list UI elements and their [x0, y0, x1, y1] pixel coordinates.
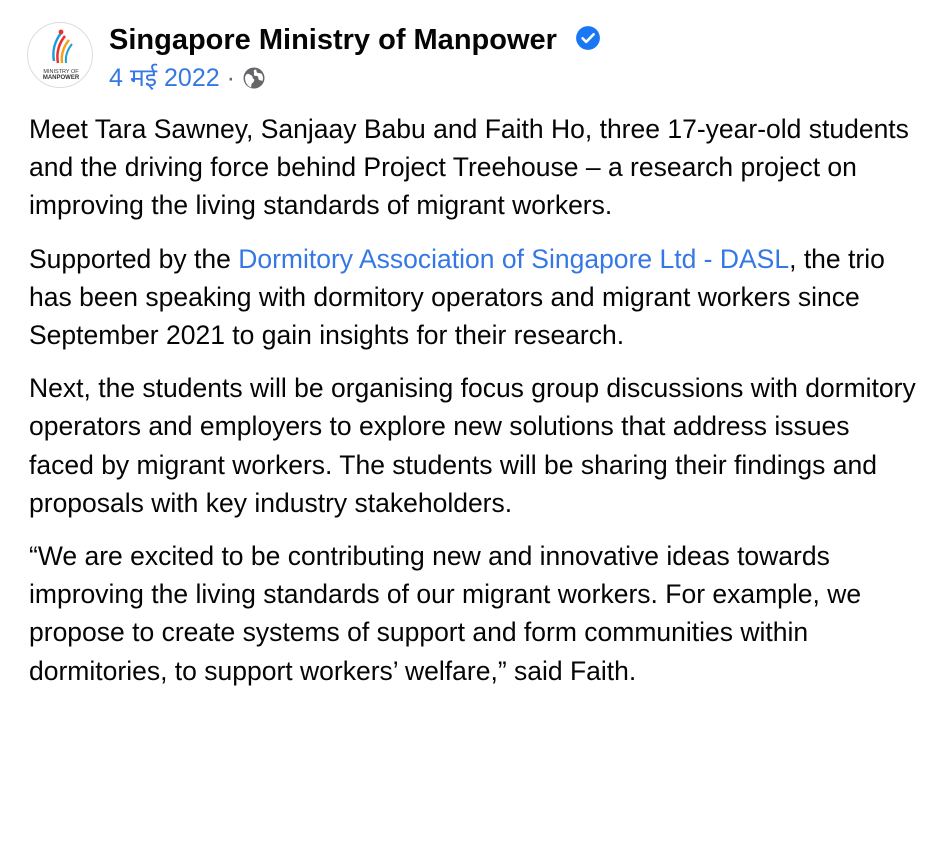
verified-badge-icon: [575, 25, 601, 51]
meta-separator: ·: [226, 64, 235, 92]
logo-text-line2: MANPOWER: [42, 75, 80, 81]
post-date-link[interactable]: 4 मई 2022: [109, 64, 220, 92]
post-paragraph-4: “We are excited to be contributing new and innovative ideas towards improving the living standards of our migrant workers. For example, we propose to create systems of support and form communities within dormitories, to support workers’ welfare,” said Faith.: [29, 541, 862, 686]
post-meta: [109, 62, 266, 94]
post-paragraph-1: Meet Tara Sawney, Sanjaay Babu and Faith Ho, three 17-year-old students and the driving force behind Project Treehouse – a research project on improving the living standards of migrant workers.: [29, 114, 909, 221]
logo-text-line1: MINISTRY OF: [43, 69, 79, 75]
page-avatar[interactable]: [27, 22, 93, 88]
post-paragraph-3: Next, the students will be organising focus group discussions with dormitory operators and employers to explore new solutions that address issues faced by migrant workers. The students will be sharing their findings and proposals with key industry stakeholders.: [29, 373, 916, 518]
page-name-link[interactable]: Singapore Ministry of Manpower: [109, 24, 557, 56]
mom-logo-icon: [28, 23, 93, 88]
dasl-page-link[interactable]: Dormitory Association of Singapore Ltd - DASL: [238, 243, 790, 274]
page-name-row: [109, 20, 601, 60]
globe-icon[interactable]: [242, 66, 266, 90]
post-header: [27, 20, 927, 92]
post-paragraph-2: [29, 240, 919, 355]
post-body: [29, 110, 919, 705]
paragraph2-text-after: , the trio has been speaking with dormitory operators and migrant workers since September 2021 to gain insights for their research.: [29, 243, 885, 351]
paragraph2-text-before: Supported by the: [29, 243, 239, 274]
